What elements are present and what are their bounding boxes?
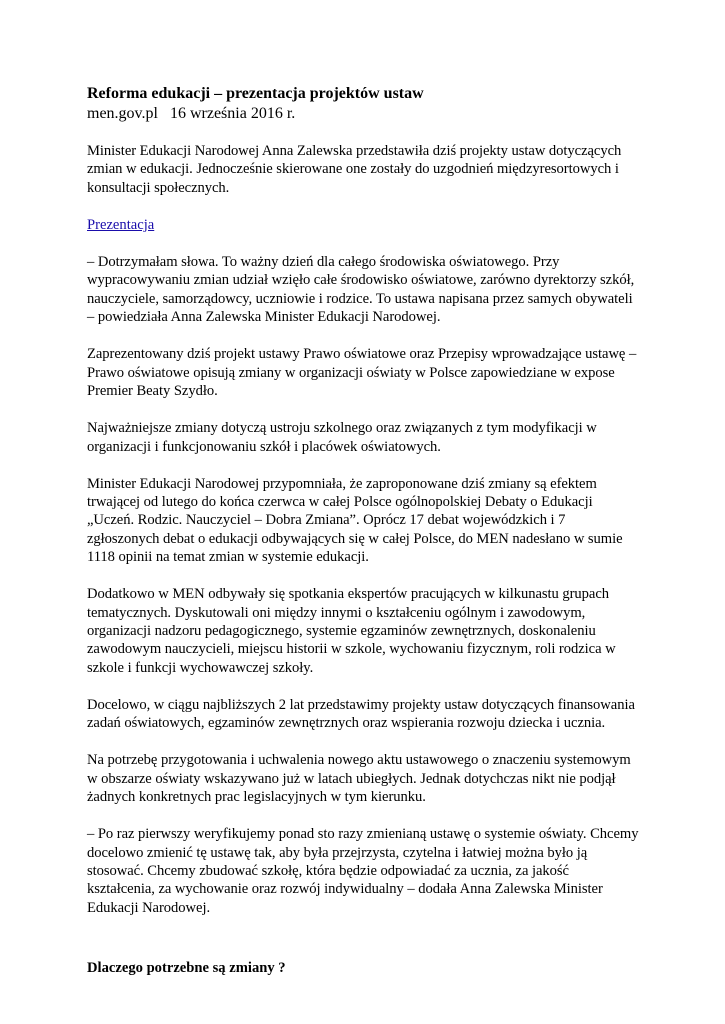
- body-paragraph: – Po raz pierwszy weryfikujemy ponad sto razy zmienianą ustawę o systemie oświaty. Chcemy docelowo zmienić tę ustawę tak, aby była przejrzysta, czytelna i łatwiej można było ją stosować. Chcemy zbudować szkołę, która będzie odpowiadać za ucznia, za jakość kształcenia, za wychowanie oraz rozwój indywidualny – dodała Anna Zalewska Minister Edukacji Narodowej.: [87, 826, 639, 916]
- body-paragraph: Minister Edukacji Narodowej przypomniała, że zaproponowane dziś zmiany są efektem trwającej od lutego do końca czerwca w całej Polsce ogólnopolskiej Debaty o Edukacji „Uczeń. Rodzic. Nauczyciel – Dobra Zmiana”. Oprócz 17 debat wojewódzkich i 7 zgłoszonych debat o edukacji odbywających się w całej Polsce, do MEN nadesłano w sumie 1118 opinii na temat zmian w systemie edukacji.: [87, 475, 623, 566]
- body-paragraph: Dodatkowo w MEN odbywały się spotkania ekspertów pracujących w kilkunastu grupach tematycznych. Dyskutowali oni między innymi o kształceniu ogólnym i zawodowym, organizacji nadzoru pedagogicznego, systemie egzaminów zewnętrznych, doskonaleniu zawodowym nauczycieli, miejscu historii w szkole, wychowaniu fizycznym, roli rodzica w szkole i funkcji wychowawczej szkoły.: [87, 586, 616, 676]
- body-paragraph: Docelowo, w ciągu najbliższych 2 lat przedstawimy projekty ustaw dotyczących finansowania zadań oświatowych, egzaminów zewnętrznych oraz wspierania rozwoju dziecka i ucznia.: [87, 696, 635, 732]
- body-paragraph: Najważniejsze zmiany dotyczą ustroju szkolnego oraz związanych z tym modyfikacji w organizacji i funkcjonowaniu szkół i placówek oświatowych.: [87, 420, 597, 455]
- section-heading: Dlaczego potrzebne są zmiany ?: [87, 959, 286, 976]
- document-page: [87, 84, 639, 977]
- link-container: [87, 216, 639, 234]
- body-paragraph: – Dotrzymałam słowa. To ważny dzień dla całego środowiska oświatowego. Przy wypracowywaniu zmian udział wzięło całe środowisko oświatowe, zarówno dyrektorzy szkół, nauczyciele, samorządowcy, uczniowie i rodzice. To ustawa napisana przez samych obywateli – powiedziała Anna Zalewska Minister Edukacji Narodowej.: [87, 254, 635, 326]
- source-line: [87, 104, 639, 124]
- intro-paragraph: Minister Edukacji Narodowej Anna Zalewska przedstawiła dziś projekty ustaw dotyczących zmian w edukacji. Jednocześnie skierowane one zostały do uzgodnień międzyresortowych i konsultacji społecznych.: [87, 143, 622, 196]
- body-paragraph: Zaprezentowany dziś projekt ustawy Prawo oświatowe oraz Przepisy wprowadzające ustawę – Prawo oświatowe opisują zmiany w organizacji oświaty w Polsce zapowiedziane w expose Premier Beaty Szydło.: [87, 346, 637, 399]
- presentation-link[interactable]: Prezentacja: [87, 216, 155, 233]
- publication-date: 16 września 2016 r.: [169, 105, 296, 122]
- source-name: men.gov.pl: [87, 105, 158, 122]
- body-paragraph: Na potrzebę przygotowania i uchwalenia nowego aktu ustawowego o znaczeniu systemowym w obszarze oświaty wskazywano już w latach ubiegłych. Jednak dotychczas nikt nie podjął żadnych konkretnych prac legislacyjnych w tym kierunku.: [87, 752, 631, 806]
- article-title: Reforma edukacji – prezentacja projektów ustaw: [87, 85, 424, 102]
